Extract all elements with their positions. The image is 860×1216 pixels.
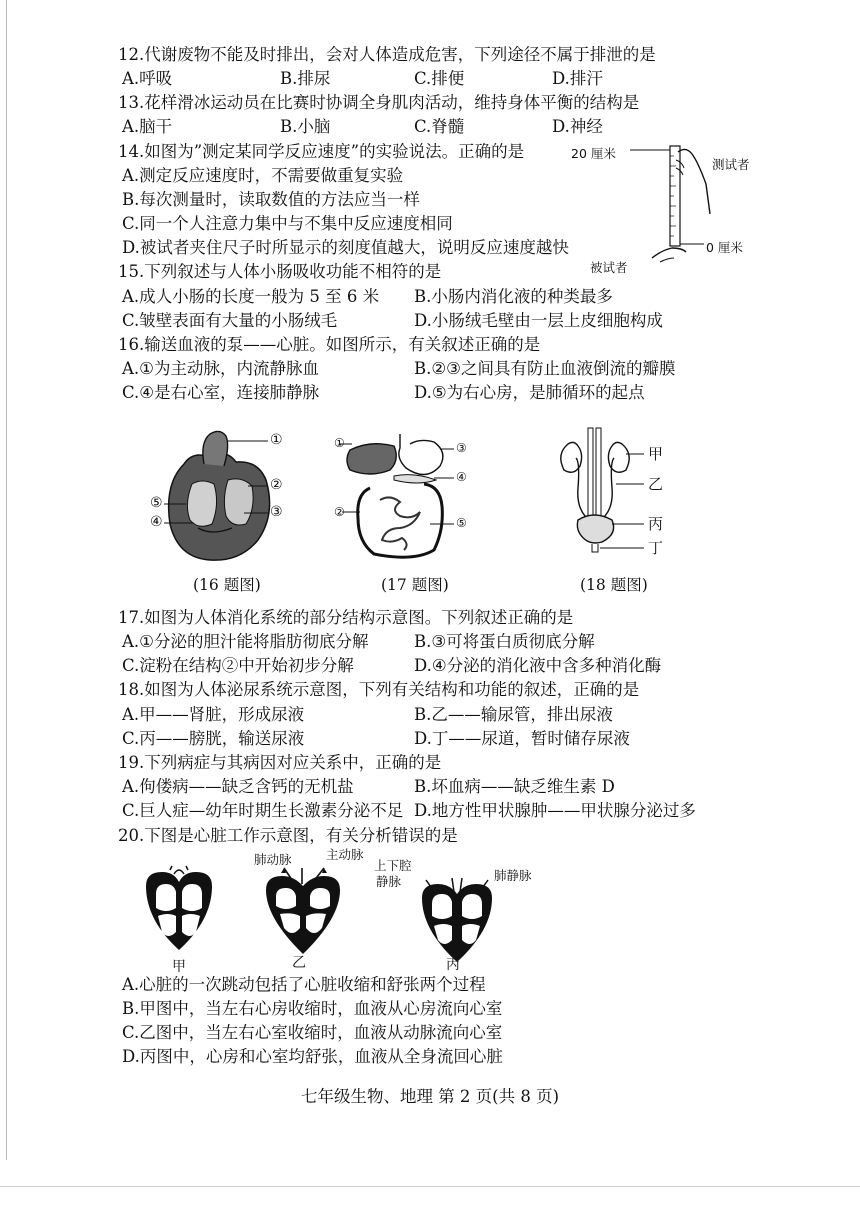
q12-stem: 12.代谢废物不能及时排出，会对人体造成危害，下列途径不属于排泄的是 — [118, 45, 656, 64]
q15-option-a: A.成人小肠的长度一般为 5 至 6 米 — [122, 287, 380, 306]
scan-bottom-edge — [0, 1186, 860, 1187]
q19-stem: 19.下列病症与其病因对应关系中，正确的是 — [118, 753, 442, 772]
q18-option-d: D.丁——尿道，暂时储存尿液 — [414, 729, 630, 748]
page-footer: 七年级生物、地理 第 2 页(共 8 页) — [300, 1087, 560, 1106]
q20-option-c: C.乙图中，当左右心室收缩时，血液从动脉流向心室 — [122, 1023, 503, 1042]
fig20-aorta-label: 主动脉 — [326, 847, 364, 862]
q19-option-a: A.佝偻病——缺乏含钙的无机盐 — [122, 777, 354, 796]
q16-stem: 16.输送血液的泵——心脏。如图所示，有关叙述正确的是 — [118, 335, 541, 354]
fig16-label-4: ④ — [150, 514, 163, 530]
fig17-label-5: ⑤ — [456, 516, 467, 530]
fig20-vena-cava-label-1: 上下腔 — [374, 858, 412, 873]
q17-option-d: D.④分泌的消化液中含多种消化酶 — [414, 656, 662, 675]
fig18-label-jia: 甲 — [648, 445, 664, 463]
q13-stem: 13.花样滑冰运动员在比赛时协调全身肌肉活动，维持身体平衡的结构是 — [118, 93, 640, 112]
q15-option-c: C.皱壁表面有大量的小肠绒毛 — [122, 311, 338, 330]
fig20-heart-yi — [258, 866, 348, 956]
fig17-caption: (17 题图) — [381, 576, 449, 594]
q13-option-c: C.脊髓 — [414, 117, 465, 136]
q16-option-c: C.④是右心室，连接肺静脉 — [122, 383, 320, 402]
fig14-subject-label: 被试者 — [590, 260, 628, 275]
fig16-label-2: ② — [270, 477, 283, 493]
q12-option-d: D.排汗 — [552, 69, 603, 88]
q18-option-a: A.甲——肾脏，形成尿液 — [122, 705, 305, 724]
fig20-vena-cava-label-2: 静脉 — [376, 874, 402, 889]
q18-option-b: B.乙——输尿管，排出尿液 — [414, 705, 613, 724]
q17-option-a: A.①分泌的胆汁能将脂肪彻底分解 — [122, 632, 369, 651]
fig20-heart-jia — [134, 866, 224, 956]
q19-option-d: D.地方性甲状腺肿——甲状腺分泌过多 — [414, 801, 696, 820]
q13-option-a: A.脑干 — [122, 117, 173, 136]
fig20-label-bing: 丙 — [446, 957, 460, 973]
fig20-heart-bing — [412, 876, 502, 966]
q15-option-d: D.小肠绒毛壁由一层上皮细胞构成 — [414, 311, 663, 330]
fig18-urinary-diagram — [548, 424, 688, 564]
q14-option-d: D.被试者夹住尺子时所显示的刻度值越大，说明反应速度越快 — [122, 238, 569, 257]
q12-option-b: B.排尿 — [280, 69, 331, 88]
q14-option-a: A.测定反应速度时，不需要做重复实验 — [122, 166, 404, 185]
q14-option-c: C.同一个人注意力集中与不集中反应速度相同 — [122, 214, 453, 233]
q16-option-d: D.⑤为右心房，是肺循环的起点 — [414, 383, 645, 402]
q12-option-c: C.排便 — [414, 69, 465, 88]
q17-option-b: B.③可将蛋白质彻底分解 — [414, 632, 595, 651]
q19-option-b: B.坏血病——缺乏维生素 D — [414, 777, 615, 796]
fig17-label-3: ③ — [456, 441, 467, 455]
fig17-label-4: ④ — [456, 470, 467, 484]
fig20-label-yi: 乙 — [292, 955, 306, 971]
q17-stem: 17.如图为人体消化系统的部分结构示意图。下列叙述正确的是 — [118, 608, 574, 627]
fig17-label-2: ② — [334, 505, 345, 519]
fig16-caption: (16 题图) — [193, 576, 261, 594]
scan-edge-line — [6, 0, 7, 1160]
q16-option-b: B.②③之间具有防止血液倒流的瓣膜 — [414, 359, 676, 378]
fig14-top-mark: 20 厘米 — [571, 146, 616, 161]
fig14-bottom-mark: 0 厘米 — [706, 240, 743, 255]
q18-stem: 18.如图为人体泌尿系统示意图，下列有关结构和功能的叙述，正确的是 — [118, 680, 640, 699]
q20-option-a: A.心脏的一次跳动包括了心脏收缩和舒张两个过程 — [122, 975, 486, 994]
fig18-label-yi: 乙 — [648, 475, 664, 493]
q18-option-c: C.丙——膀胱，输送尿液 — [122, 729, 305, 748]
q12-option-a: A.呼吸 — [122, 69, 173, 88]
fig20-pulmonary-artery-label: 肺动脉 — [254, 852, 292, 867]
q14-stem: 14.如图为”测定某同学反应速度”的实验说法。正确的是 — [118, 142, 525, 161]
q14-option-b: B.每次测量时，读取数值的方法应当一样 — [122, 190, 420, 209]
q13-option-b: B.小脑 — [280, 117, 331, 136]
fig16-label-3: ③ — [270, 504, 283, 520]
q20-option-b: B.甲图中，当左右心房收缩时，血液从心房流向心室 — [122, 999, 503, 1018]
q15-option-b: B.小肠内消化液的种类最多 — [414, 287, 613, 306]
q20-option-d: D.丙图中，心房和心室均舒张，血液从全身流回心脏 — [122, 1047, 503, 1066]
fig18-caption: (18 题图) — [580, 576, 648, 594]
q20-stem: 20.下图是心脏工作示意图，有关分析错误的是 — [118, 826, 458, 845]
fig17-digestive-diagram — [330, 428, 470, 568]
fig16-label-1: ① — [270, 432, 283, 448]
fig14-ruler-illustration — [600, 140, 720, 275]
q15-stem: 15.下列叙述与人体小肠吸收功能不相符的是 — [118, 262, 442, 281]
fig18-label-ding: 丁 — [648, 539, 664, 557]
q17-option-c: C.淀粉在结构②中开始初步分解 — [122, 656, 354, 675]
q13-option-d: D.神经 — [552, 117, 603, 136]
fig20-pulmonary-vein-label: 肺静脉 — [494, 868, 532, 883]
fig17-label-1: ① — [334, 436, 345, 450]
q19-option-c: C.巨人症—幼年时期生长激素分泌不足 — [122, 801, 404, 820]
fig18-label-bing: 丙 — [648, 515, 664, 533]
fig16-label-5: ⑤ — [150, 495, 163, 511]
fig14-tester-label: 测试者 — [712, 157, 750, 172]
q16-option-a: A.①为主动脉，内流静脉血 — [122, 359, 319, 378]
fig20-label-jia: 甲 — [172, 959, 186, 975]
